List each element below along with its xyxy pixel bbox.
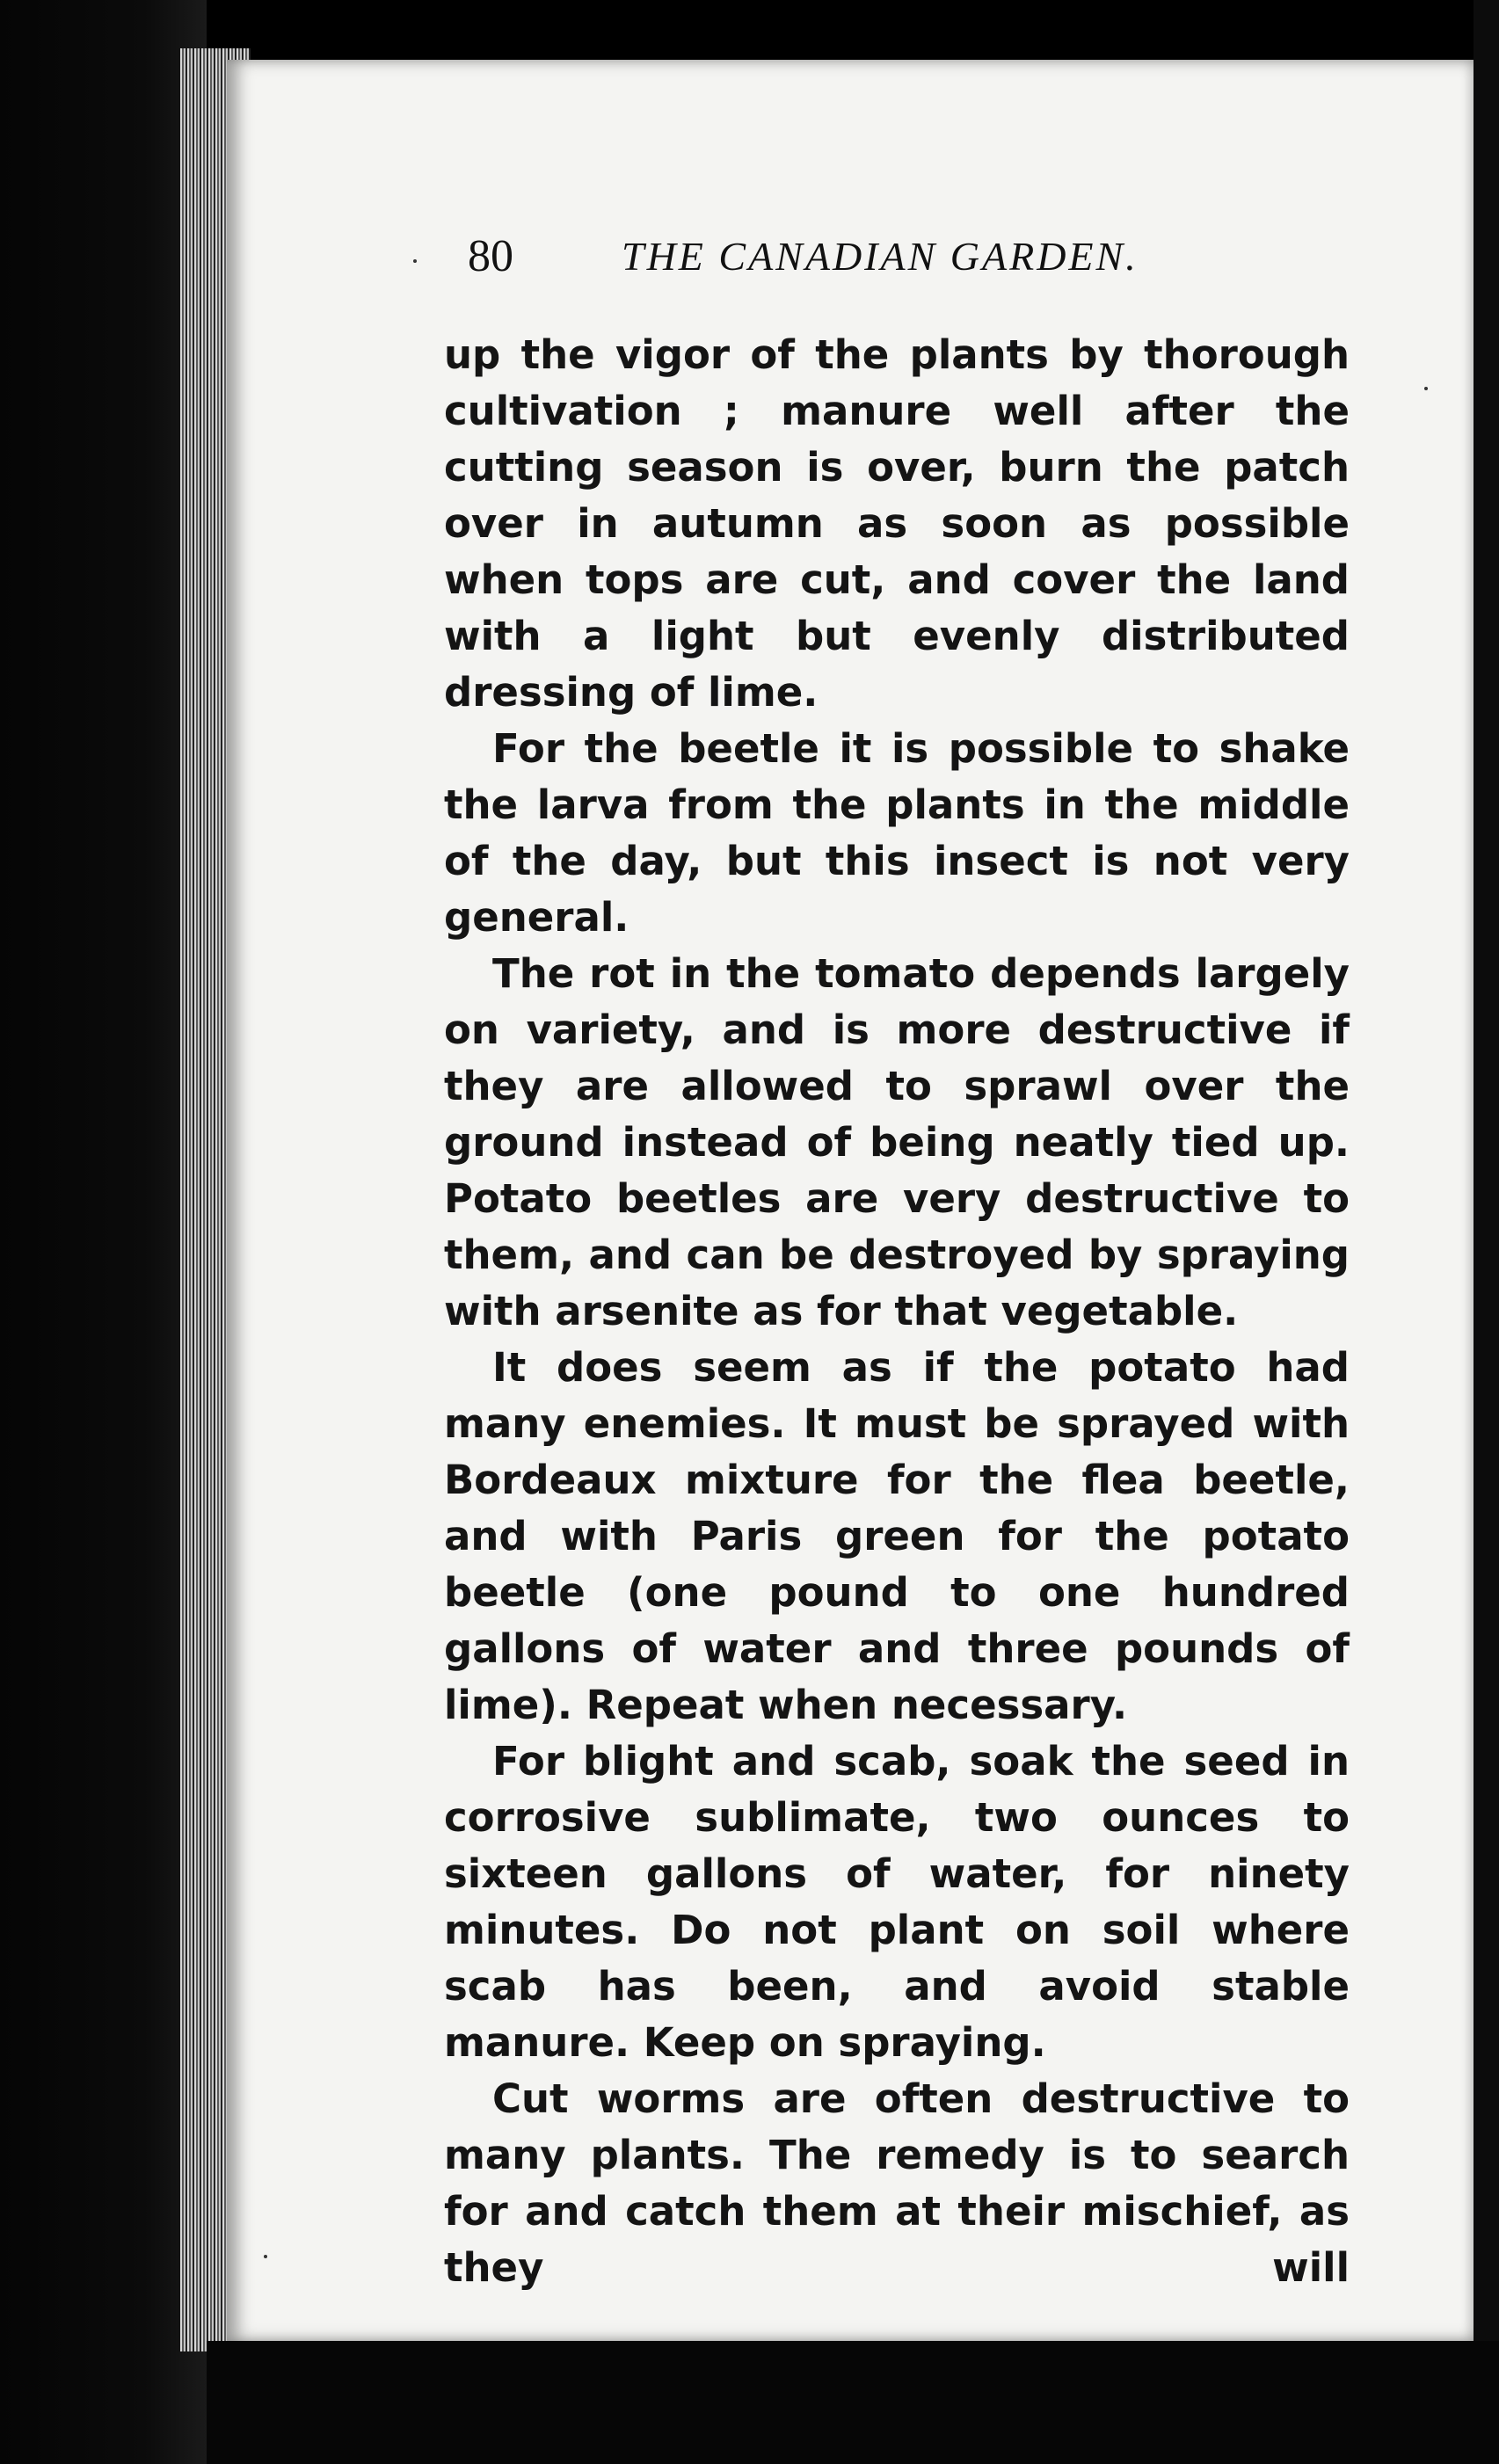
scan-speck — [1424, 387, 1428, 390]
running-head: THE CANADIAN GARDEN. — [622, 234, 1139, 279]
book-spine — [0, 0, 207, 2464]
body-text — [444, 327, 1350, 2296]
right-page-border — [1474, 0, 1499, 2464]
bottom-page-border — [207, 2341, 1499, 2464]
paragraph: The rot in the tomato depends largely on variety, and is more destructive if they are allowed to sprawl over the ground instead of being neatly tied up. Potato beetles are very destructive to them, and can be destroyed by spraying with arsenite as for that vegetable. — [444, 950, 1350, 1334]
page-number: 80 — [468, 231, 513, 281]
paragraph: It does seem as if the potato had many enemies. It must be sprayed with Bordeaux mixture for the flea beetle, and with Paris green for the potato beetle (one pound to one hundred gallons of water and three pounds of lime). Repeat when necessary. — [444, 1344, 1350, 1728]
page-header — [468, 230, 1259, 283]
scan-speck — [413, 259, 417, 263]
scan-speck — [264, 2255, 267, 2258]
paragraph: For blight and scab, soak the seed in corrosive sublimate, two ounces to sixteen gallons of water, for ninety minutes. Do not plant on soil where scab has been, and avoid stable manure. Keep on spraying. — [444, 1738, 1350, 2066]
paragraph: Cut worms are often destructive to many plants. The remedy is to search for and catch them at their mischief, as they will — [444, 2075, 1350, 2291]
paragraph: up the vigor of the plants by thorough cultivation ; manure well after the cutting season is over, burn the patch over in autumn as soon as possible when tops are cut, and cover the land with a light but evenly distributed dressing of lime. — [444, 331, 1350, 716]
paragraph: For the beetle it is possible to shake the larva from the plants in the middle of the day, but this insect is not very general. — [444, 725, 1350, 941]
